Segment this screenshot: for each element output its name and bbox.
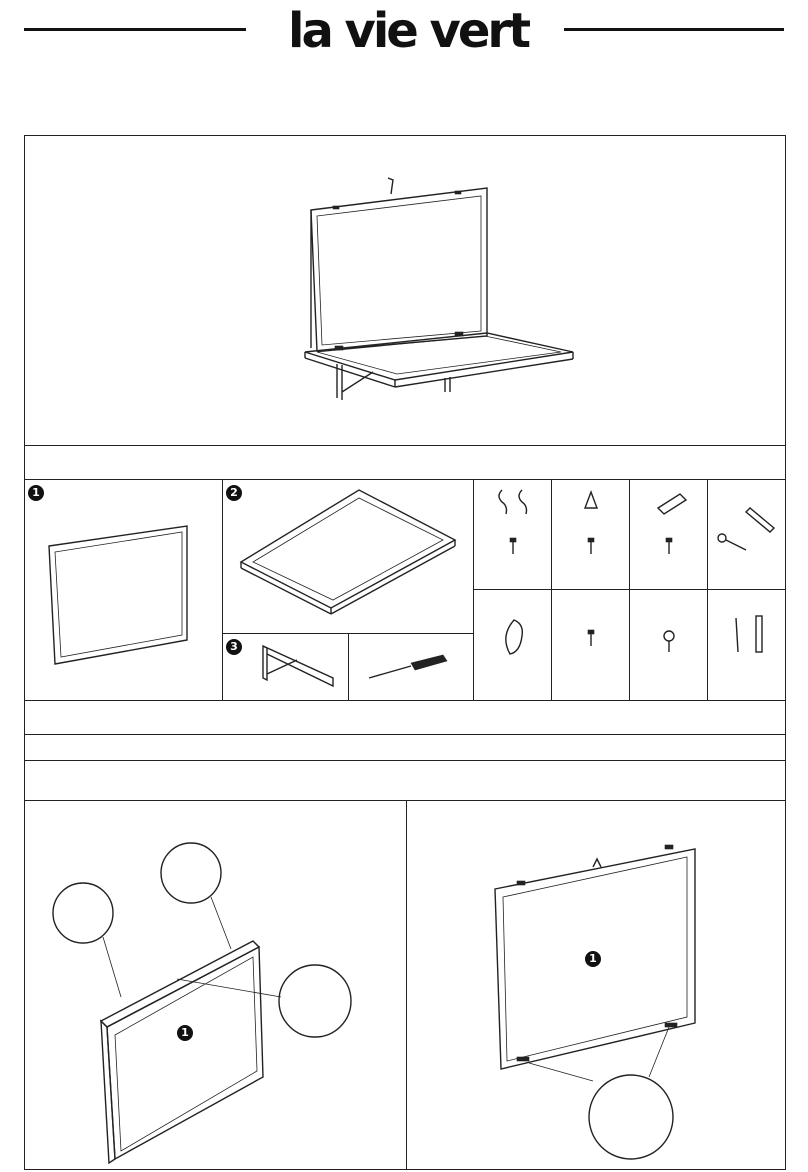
info-band-1 — [24, 700, 786, 735]
bracket-plate-icon — [630, 480, 709, 591]
hardware-cell-5 — [473, 589, 552, 701]
hardware-cell-1 — [473, 479, 552, 590]
header-rule-left — [24, 28, 246, 31]
header-rule-right — [564, 28, 784, 31]
part-2-cell — [222, 479, 474, 634]
part-1-cell — [24, 479, 223, 701]
hero-panel — [24, 135, 786, 446]
part-3-cell — [222, 633, 349, 701]
part-2-number: 2 — [226, 485, 242, 501]
info-band-2 — [24, 734, 786, 761]
step-1-panel — [24, 800, 407, 1170]
anchor-icon — [552, 480, 631, 591]
parts-heading-band — [24, 445, 786, 480]
tabletop-illustration — [223, 480, 475, 635]
hardware-cell-6 — [551, 589, 630, 701]
pin-icon — [630, 590, 709, 702]
screw-and-anchor-icon — [708, 590, 787, 702]
step-heading-band — [24, 760, 786, 801]
hardware-cell-2 — [551, 479, 630, 590]
hardware-cell-8 — [707, 589, 786, 701]
part-3-number: 3 — [226, 639, 242, 655]
hardware-cell-7 — [629, 589, 708, 701]
carabiner-icon — [474, 590, 553, 702]
step-1-part-number: 1 — [177, 1025, 193, 1041]
brand-logo: la vie vert — [287, 3, 529, 59]
screwdriver-icon — [349, 634, 475, 702]
step-2-illustration — [407, 801, 787, 1171]
screw-icon — [552, 590, 631, 702]
bracket-icon — [223, 634, 350, 702]
eye-bolt-icon — [708, 480, 787, 591]
screwdriver-cell — [348, 633, 474, 701]
step-1-illustration — [25, 801, 408, 1171]
step-2-panel — [406, 800, 786, 1170]
folding-table-illustration — [25, 136, 787, 447]
step-2-part-number: 1 — [585, 951, 601, 967]
hardware-cell-3 — [629, 479, 708, 590]
hook-icon — [474, 480, 553, 591]
part-1-number: 1 — [28, 485, 44, 501]
hardware-cell-4 — [707, 479, 786, 590]
back-panel-illustration — [25, 480, 224, 702]
